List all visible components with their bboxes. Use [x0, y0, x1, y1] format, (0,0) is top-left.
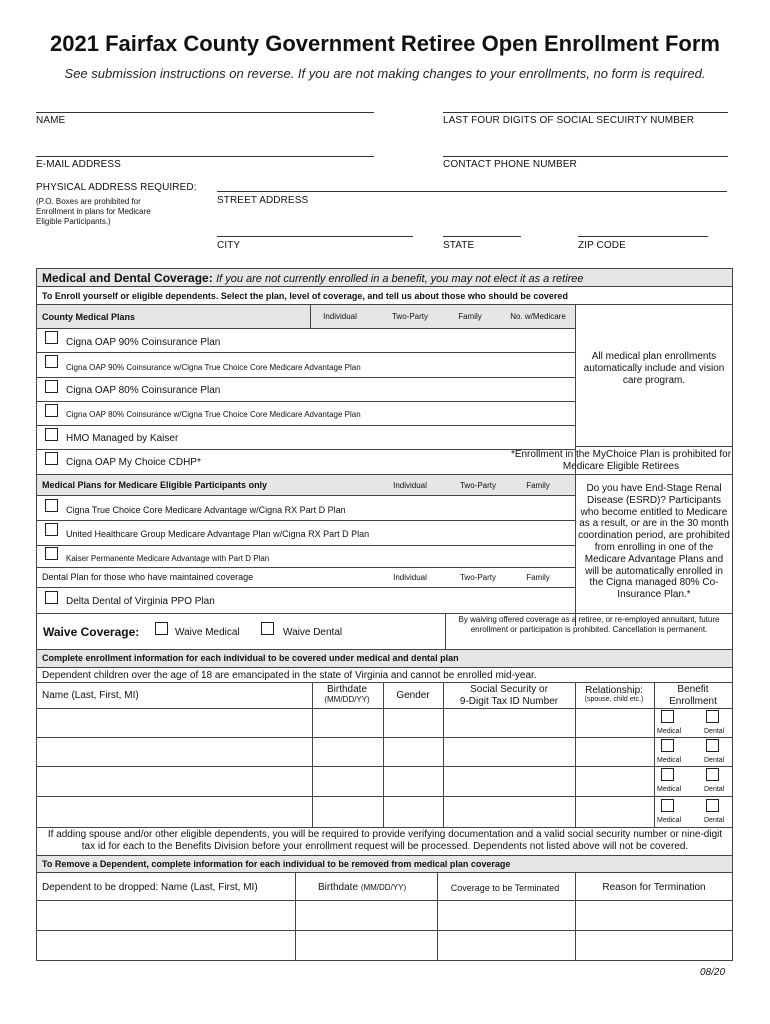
level-medicare-count: No. w/Medicare — [510, 312, 566, 321]
dependent-dental-checkbox[interactable] — [706, 799, 719, 817]
street-label: STREET ADDRESS — [217, 195, 309, 206]
plan-checkbox[interactable] — [45, 404, 58, 422]
waive-medical-checkbox[interactable] — [155, 622, 168, 640]
col-relationship: Relationship: (spouse, child etc.) — [584, 685, 644, 703]
medicare-plans-header: Medical Plans for Medicare Eligible Participants only — [42, 480, 268, 490]
enroll-instruction: To Enroll yourself or eligible dependents. Select the plan, level of coverage, and tell us about those who should be covered — [42, 291, 568, 301]
waive-dental-label: Waive Dental — [283, 627, 343, 638]
plan-checkbox[interactable] — [45, 355, 58, 373]
city-label: CITY — [217, 240, 241, 251]
dental-caption: Dental — [704, 817, 725, 824]
dependent-dental-checkbox[interactable] — [706, 768, 719, 786]
city-line[interactable] — [217, 236, 413, 237]
dental-level-individual: Individual — [393, 573, 427, 582]
dependent-dental-checkbox[interactable] — [706, 739, 719, 757]
state-label: STATE — [443, 240, 475, 251]
dental-caption: Dental — [704, 786, 725, 793]
esrd-note: Do you have End-Stage Renal Disease (ESRD)? Participants who become entitled to Medicare as a result, or are in the 30 month coordination period, are prohibited from enrolling in one of the Medicare Advantage Plans and will be automatically enrolled in the Cigna managed 80% Co-Insurance Plan.* — [578, 483, 730, 601]
dental-caption: Dental — [704, 728, 725, 735]
medicare-plan-label: Kaiser Permanente Medicare Advantage with Part D Plan — [66, 554, 270, 563]
county-plan-label: Cigna OAP My Choice CDHP* — [66, 457, 201, 468]
waive-medical-label: Waive Medical — [175, 627, 240, 638]
level-family: Family — [458, 312, 482, 321]
dental-plans-header: Dental Plan for those who have maintained coverage — [42, 572, 254, 582]
plan-checkbox[interactable] — [45, 547, 58, 565]
waive-coverage-label: Waive Coverage: — [43, 625, 140, 639]
plan-checkbox[interactable] — [45, 591, 58, 609]
county-plan-label: Cigna OAP 90% Coinsurance Plan — [66, 337, 221, 348]
phone-label: CONTACT PHONE NUMBER — [443, 159, 577, 170]
level-two-party: Two-Party — [391, 312, 428, 321]
plan-checkbox[interactable] — [45, 499, 58, 517]
medical-caption: Medical — [657, 786, 682, 793]
zip-line[interactable] — [578, 236, 708, 237]
county-plan-label: HMO Managed by Kaiser — [66, 433, 179, 444]
dental-level-two-party: Two-Party — [459, 573, 496, 582]
dependents-footnote: If adding spouse and/or other eligible dependents, you will be required to provide verifying documentation and a valid social security number or nine-digit tax id for each to the Benefits Division before your enrollment request will be processed. Dependents not listed above will not be covered. — [47, 829, 723, 852]
zip-label: ZIP CODE — [578, 240, 626, 251]
waive-note: By waiving offered coverage as a retiree, or re-employed annuitant, future enrollment or participation is prohibited. Cancellation is permanent. — [458, 615, 720, 634]
phone-line[interactable] — [443, 156, 728, 157]
waive-dental-checkbox[interactable] — [261, 622, 274, 640]
medicare-plan-label: United Healthcare Group Medicare Advantage Plan w/Cigna RX Part D Plan — [66, 529, 370, 539]
remove-heading: To Remove a Dependent, complete information for each individual to be removed from medical plan coverage — [42, 859, 511, 869]
name-label: NAME — [36, 115, 66, 126]
dental-level-family: Family — [526, 573, 550, 582]
page-subtitle: See submission instructions on reverse. If you are not making changes to your enrollments, no form is required. — [64, 66, 706, 81]
col-ssn: Social Security or 9-Digit Tax ID Number — [459, 684, 559, 707]
plan-checkbox[interactable] — [45, 523, 58, 541]
dependent-medical-checkbox[interactable] — [661, 710, 674, 728]
county-plans-header: County Medical Plans — [42, 312, 136, 322]
remove-col-birthdate: Birthdate (MM/DD/YY) — [318, 882, 407, 893]
county-plan-label: Cigna OAP 80% Coinsurance w/Cigna True Choice Core Medicare Advantage Plan — [66, 410, 361, 419]
county-plan-label: Cigna OAP 90% Coinsurance w/Cigna True Choice Core Medicare Advantage Plan — [66, 363, 361, 372]
plan-checkbox[interactable] — [45, 452, 58, 470]
ssn-label: LAST FOUR DIGITS OF SOCIAL SECUIRTY NUMBER — [443, 115, 695, 126]
county-plan-label: Cigna OAP 80% Coinsurance Plan — [66, 385, 221, 396]
medicare-level-individual: Individual — [393, 481, 427, 490]
dental-caption: Dental — [704, 757, 725, 764]
medical-caption: Medical — [657, 728, 682, 735]
email-line[interactable] — [36, 156, 374, 157]
dependent-dental-checkbox[interactable] — [706, 710, 719, 728]
col-gender: Gender — [396, 690, 430, 701]
po-box-note: (P.O. Boxes are prohibited for Enrollment in plans for Medicare Eligible Participants.) — [36, 197, 151, 226]
remove-col-coverage: Coverage to be Terminated — [450, 883, 560, 893]
medical-caption: Medical — [657, 757, 682, 764]
dependents-note: Dependent children over the age of 18 are emancipated in the state of Virginia and cannot be enrolled mid-year. — [42, 670, 537, 681]
street-line[interactable] — [217, 191, 727, 192]
medicare-level-two-party: Two-Party — [459, 481, 496, 490]
form-version: 08/20 — [700, 967, 726, 978]
medical-caption: Medical — [657, 817, 682, 824]
dependent-medical-checkbox[interactable] — [661, 768, 674, 786]
col-birthdate: Birthdate (MM/DD/YY) — [324, 684, 370, 704]
email-label: E-MAIL ADDRESS — [36, 159, 121, 170]
remove-col-reason: Reason for Termination — [602, 882, 706, 893]
plan-checkbox[interactable] — [45, 380, 58, 398]
state-line[interactable] — [443, 236, 521, 237]
plan-checkbox[interactable] — [45, 428, 58, 446]
dependent-medical-checkbox[interactable] — [661, 739, 674, 757]
remove-col-name: Dependent to be dropped: Name (Last, First, MI) — [42, 882, 258, 893]
ssn-line[interactable] — [443, 112, 728, 113]
dependent-medical-checkbox[interactable] — [661, 799, 674, 817]
name-line[interactable] — [36, 112, 374, 113]
page-title: 2021 Fairfax County Government Retiree Open Enrollment Form — [50, 31, 720, 56]
level-individual: Individual — [323, 312, 357, 321]
medicare-level-family: Family — [526, 481, 550, 490]
mychoice-note: *Enrollment in the MyChoice Plan is prohibited for Medicare Eligible Retirees — [510, 449, 732, 472]
col-name: Name (Last, First, MI) — [42, 690, 139, 701]
auto-vision-note: All medical plan enrollments automatically include and vision care program. — [583, 351, 725, 386]
physical-address-label: PHYSICAL ADDRESS REQUIRED: — [36, 182, 197, 193]
dental-plan-label: Delta Dental of Virginia PPO Plan — [66, 596, 215, 607]
medicare-plan-label: Cigna True Choice Core Medicare Advantage w/Cigna RX Part D Plan — [66, 505, 346, 515]
dependents-heading: Complete enrollment information for each individual to be covered under medical and dental plan — [42, 653, 459, 663]
coverage-heading: Medical and Dental Coverage: If you are not currently enrolled in a benefit, you may not elect it as a retiree — [42, 271, 584, 285]
plan-checkbox[interactable] — [45, 331, 58, 349]
col-benefit: Benefit Enrollment — [669, 684, 717, 707]
